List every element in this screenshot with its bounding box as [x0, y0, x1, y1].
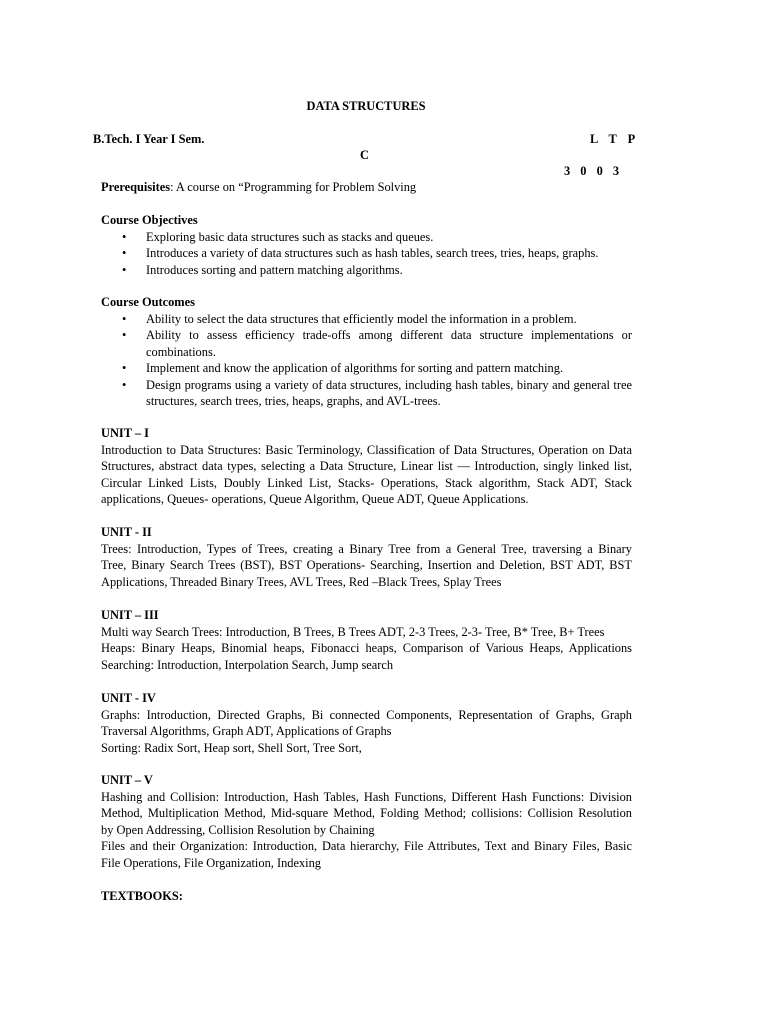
- bullet-icon: •: [122, 246, 127, 260]
- course-objectives-heading: Course Objectives: [101, 213, 198, 227]
- semester-label: B.Tech. I Year I Sem.: [93, 132, 205, 146]
- unit-content: [101, 624, 632, 674]
- unit-content: [101, 707, 632, 757]
- unit-content: [101, 442, 632, 508]
- text-line: Structures, abstract data types, selecting a Data Structure, Linear list — Introduction, singly linked list,: [101, 459, 632, 473]
- prerequisites-label: Prerequisites: [101, 180, 171, 194]
- list-item: • Introduces a variety of data structures such as hash tables, search trees, tries, heaps, graphs.: [122, 246, 599, 260]
- course-outcomes-section: [101, 294, 632, 410]
- unit-heading: UNIT - II: [101, 525, 152, 539]
- text-line: Sorting: Radix Sort, Heap sort, Shell Sort, Tree Sort,: [101, 740, 362, 755]
- unit-heading: UNIT – V: [101, 773, 153, 787]
- text-line: by Open Addressing, Collision Resolution by Chaining: [101, 822, 375, 837]
- text-line: Traversal Algorithms, Graph ADT, Applications of Graphs: [101, 724, 392, 738]
- unit-2-section: [101, 524, 632, 590]
- course-title: DATA STRUCTURES: [306, 99, 426, 113]
- bullet-icon: •: [122, 311, 127, 326]
- text-line: Circular Linked Lists, Doubly Linked List, Stacks- Operations, Stack algorithm, Stack ADT, Stack: [101, 475, 632, 490]
- text-line: Hashing and Collision: Introduction, Hash Tables, Hash Functions, Different Hash Functions: Division: [101, 789, 632, 804]
- text-line: Searching: Introduction, Interpolation Search, Jump search: [101, 657, 394, 672]
- ltp-header: L T P: [590, 132, 636, 146]
- textbooks-heading: TEXTBOOKS:: [101, 889, 183, 903]
- bullet-icon: •: [122, 361, 127, 375]
- unit-heading: UNIT – III: [101, 608, 159, 622]
- bullet-icon: •: [122, 262, 127, 277]
- text-line: Applications, Threaded Binary Trees, AVL Trees, Red –Black Trees, Splay Trees: [101, 574, 502, 589]
- course-objectives-list: [101, 229, 632, 279]
- list-item: • Implement and know the application of algorithms for sorting and pattern matching.: [122, 361, 564, 375]
- text-line: applications, Queues- operations, Queue Algorithm, Queue ADT, Queue Applications.: [101, 492, 529, 506]
- course-outcomes-heading: Course Outcomes: [101, 295, 195, 309]
- text-line: Method, Multiplication Method, Mid-square Method, Folding Method; collisions: Collision Resolution: [101, 806, 632, 820]
- text-line: Introduction to Data Structures: Basic Terminology, Classification of Data Structures, Operation on Data: [101, 442, 632, 457]
- unit-4-section: [101, 690, 632, 756]
- bullet-icon: •: [122, 377, 127, 392]
- list-item: • Introduces sorting and pattern matching algorithms.: [122, 262, 403, 277]
- text-line: Files and their Organization: Introduction, Data hierarchy, File Attributes, Text and Binary Files, Basic: [101, 839, 632, 853]
- unit-content: [101, 541, 632, 591]
- list-item: • Ability to assess efficiency trade-offs among different data structure implementations or combinations.: [122, 328, 632, 359]
- text-line: Heaps: Binary Heaps, Binomial heaps, Fibonacci heaps, Comparison of Various Heaps, Applications: [101, 641, 632, 655]
- text-line: Multi way Search Trees: Introduction, B Trees, B Trees ADT, 2-3 Trees, 2-3- Tree, B* Tree, B+ Trees: [101, 624, 605, 639]
- text-line: Tree, Binary Search Trees (BST), BST Operations- Searching, Insertion and Deletion, BST ADT, BST: [101, 558, 632, 572]
- bullet-icon: •: [122, 229, 127, 244]
- prerequisites: [101, 179, 416, 196]
- bullet-icon: •: [122, 328, 127, 342]
- credit-values: 3 0 0 3: [564, 164, 620, 178]
- text-line: File Operations, File Organization, Indexing: [101, 855, 322, 870]
- text-line: Trees: Introduction, Types of Trees, creating a Binary Tree from a General Tree, traversing a Binary: [101, 541, 632, 556]
- credit-c-header: C: [360, 148, 369, 162]
- list-item: • Ability to select the data structures that efficiently model the information in a problem.: [122, 311, 577, 326]
- list-item: • Design programs using a variety of data structures, including hash tables, binary and general tree structures, search trees, tries, heaps, graphs, and AVL-trees.: [122, 377, 632, 408]
- unit-3-section: [101, 607, 632, 673]
- unit-heading: UNIT - IV: [101, 691, 156, 705]
- unit-5-section: [101, 772, 632, 871]
- course-outcomes-list: [101, 311, 632, 410]
- course-objectives-section: [101, 212, 632, 278]
- prerequisites-text: : A course on “Programming for Problem Solving: [170, 180, 417, 194]
- unit-1-section: [101, 425, 632, 508]
- unit-heading: UNIT – I: [101, 426, 149, 440]
- unit-content: [101, 789, 632, 872]
- list-item: • Exploring basic data structures such as stacks and queues.: [122, 229, 434, 244]
- text-line: Graphs: Introduction, Directed Graphs, Bi connected Components, Representation of Graphs, Graph: [101, 707, 632, 722]
